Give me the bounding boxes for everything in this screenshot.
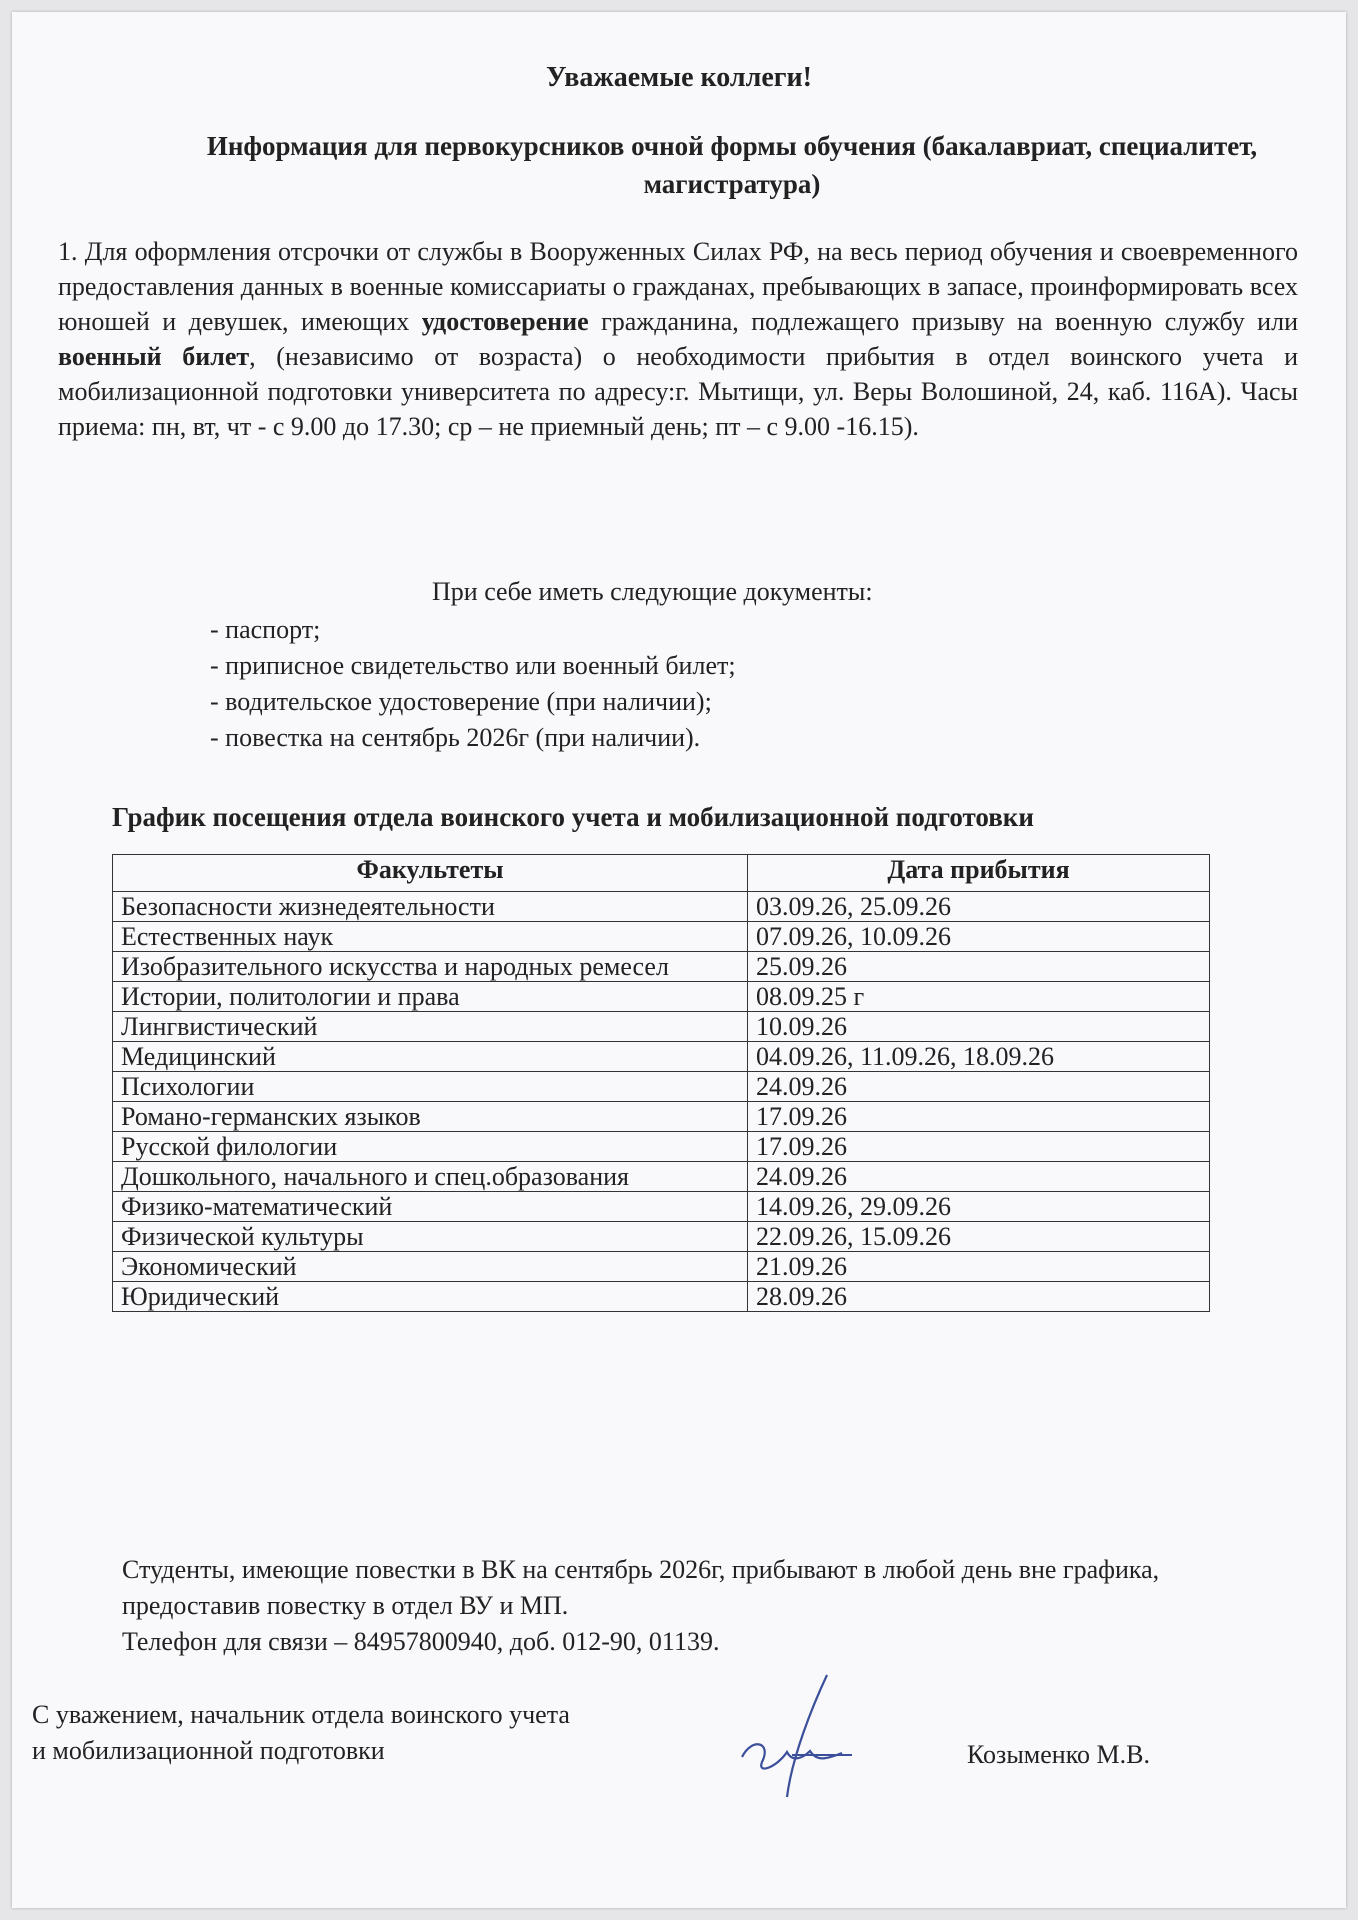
table-row [113,952,1210,982]
body-bold-military-id: военный билет [58,342,250,371]
date-cell: 17.09.26 [748,1102,1210,1132]
document-page [12,12,1346,1908]
table-row [113,1222,1210,1252]
faculty-cell: Психологии [113,1072,748,1102]
date-cell: 07.09.26, 10.09.26 [748,922,1210,952]
faculty-cell: Физико-математический [113,1192,748,1222]
documents-list-item: - приписное свидетельство или военный билет; [210,651,736,680]
table-row [113,1072,1210,1102]
table-row [113,1252,1210,1282]
greeting: Уважаемые коллеги! [546,62,812,93]
faculty-cell: Безопасности жизнедеятельности [113,892,748,922]
table-row [113,1042,1210,1072]
faculty-cell: Дошкольного, начального и спец.образования [113,1162,748,1192]
closing-line-2: и мобилизационной подготовки [32,1736,385,1765]
table-row [113,1282,1210,1312]
table-row [113,892,1210,922]
table-row [113,1102,1210,1132]
note-phone: Телефон для связи – 84957800940, доб. 012-90, 01139. [122,1627,720,1656]
date-cell: 22.09.26, 15.09.26 [748,1222,1210,1252]
documents-list-item: - паспорт; [210,615,321,644]
table-row [113,1192,1210,1222]
faculty-cell: Юридический [113,1282,748,1312]
schedule-title: График посещения отдела воинского учета и мобилизационной подготовки [112,802,1034,832]
date-cell: 28.09.26 [748,1282,1210,1312]
column-header-faculties: Факультеты [113,855,748,892]
faculty-cell: Лингвистический [113,1012,748,1042]
date-cell: 04.09.26, 11.09.26, 18.09.26 [748,1042,1210,1072]
faculty-cell: Физической культуры [113,1222,748,1252]
body-bold-certificate: удостоверение [421,307,589,336]
date-cell: 17.09.26 [748,1132,1210,1162]
table-row [113,1162,1210,1192]
faculty-cell: Истории, политологии и права [113,982,748,1012]
closing-block [32,1697,570,1769]
faculty-cell: Естественных наук [113,922,748,952]
faculty-cell: Романо-германских языков [113,1102,748,1132]
body-text: гражданина, подлежащего призыву на военную службу или [588,307,1298,336]
date-cell: 24.09.26 [748,1072,1210,1102]
table-row [113,1132,1210,1162]
table-row [113,1012,1210,1042]
date-cell: 25.09.26 [748,952,1210,982]
table-header-row [113,855,1210,892]
body-text: 1. Для оформления отсрочки от службы в Вооруженных Силах РФ, на весь период обучения и своевременного предоставления данных в военные комиссариаты о гражданах, пребывающих в запасе, проинформировать всех юношей и девушек, имеющих [58,237,1298,336]
faculty-cell: Экономический [113,1252,748,1282]
table-row [113,922,1210,952]
date-cell: 21.09.26 [748,1252,1210,1282]
date-cell: 14.09.26, 29.09.26 [748,1192,1210,1222]
date-cell: 03.09.26, 25.09.26 [748,892,1210,922]
note-students: Студенты, имеющие повестки в ВК на сентябрь 2026г, прибывают в любой день вне графика, предоставив повестку в отдел ВУ и МП. [122,1555,1160,1620]
body-paragraph [58,234,1298,444]
schedule-table [112,854,1210,1312]
documents-intro: При себе иметь следующие документы: [432,577,873,606]
document-heading: Информация для первокурсников очной формы обучения (бакалавриат, специалитет, магистратура) [206,131,1258,199]
body-text: , (независимо от возраста) о необходимости прибытия в отдел воинского учета и мобилизационной подготовки университета по адресу:г. Мытищи, ул. Веры Волошиной, 24, каб. 116А). Часы приема: пн, вт, чт - с 9.00 до 17.30; ср – не приемный день; пт – с 9.00 -16.15). [58,342,1298,441]
note-block [38,1552,1298,1660]
date-cell: 08.09.25 г [748,982,1210,1012]
closing-line-1: С уважением, начальник отдела воинского учета [32,1700,570,1729]
documents-list-item: - водительское удостоверение (при наличии); [210,687,712,716]
faculty-cell: Медицинский [113,1042,748,1072]
documents-list [210,612,736,756]
faculty-cell: Изобразительного искусства и народных ремесел [113,952,748,982]
signer-name: Козыменко М.В. [967,1740,1150,1769]
date-cell: 24.09.26 [748,1162,1210,1192]
handwritten-signature [732,1667,872,1807]
documents-list-item: - повестка на сентябрь 2026г (при наличии). [210,723,701,752]
date-cell: 10.09.26 [748,1012,1210,1042]
faculty-cell: Русской филологии [113,1132,748,1162]
table-row [113,982,1210,1012]
column-header-arrival-date: Дата прибытия [748,855,1210,892]
